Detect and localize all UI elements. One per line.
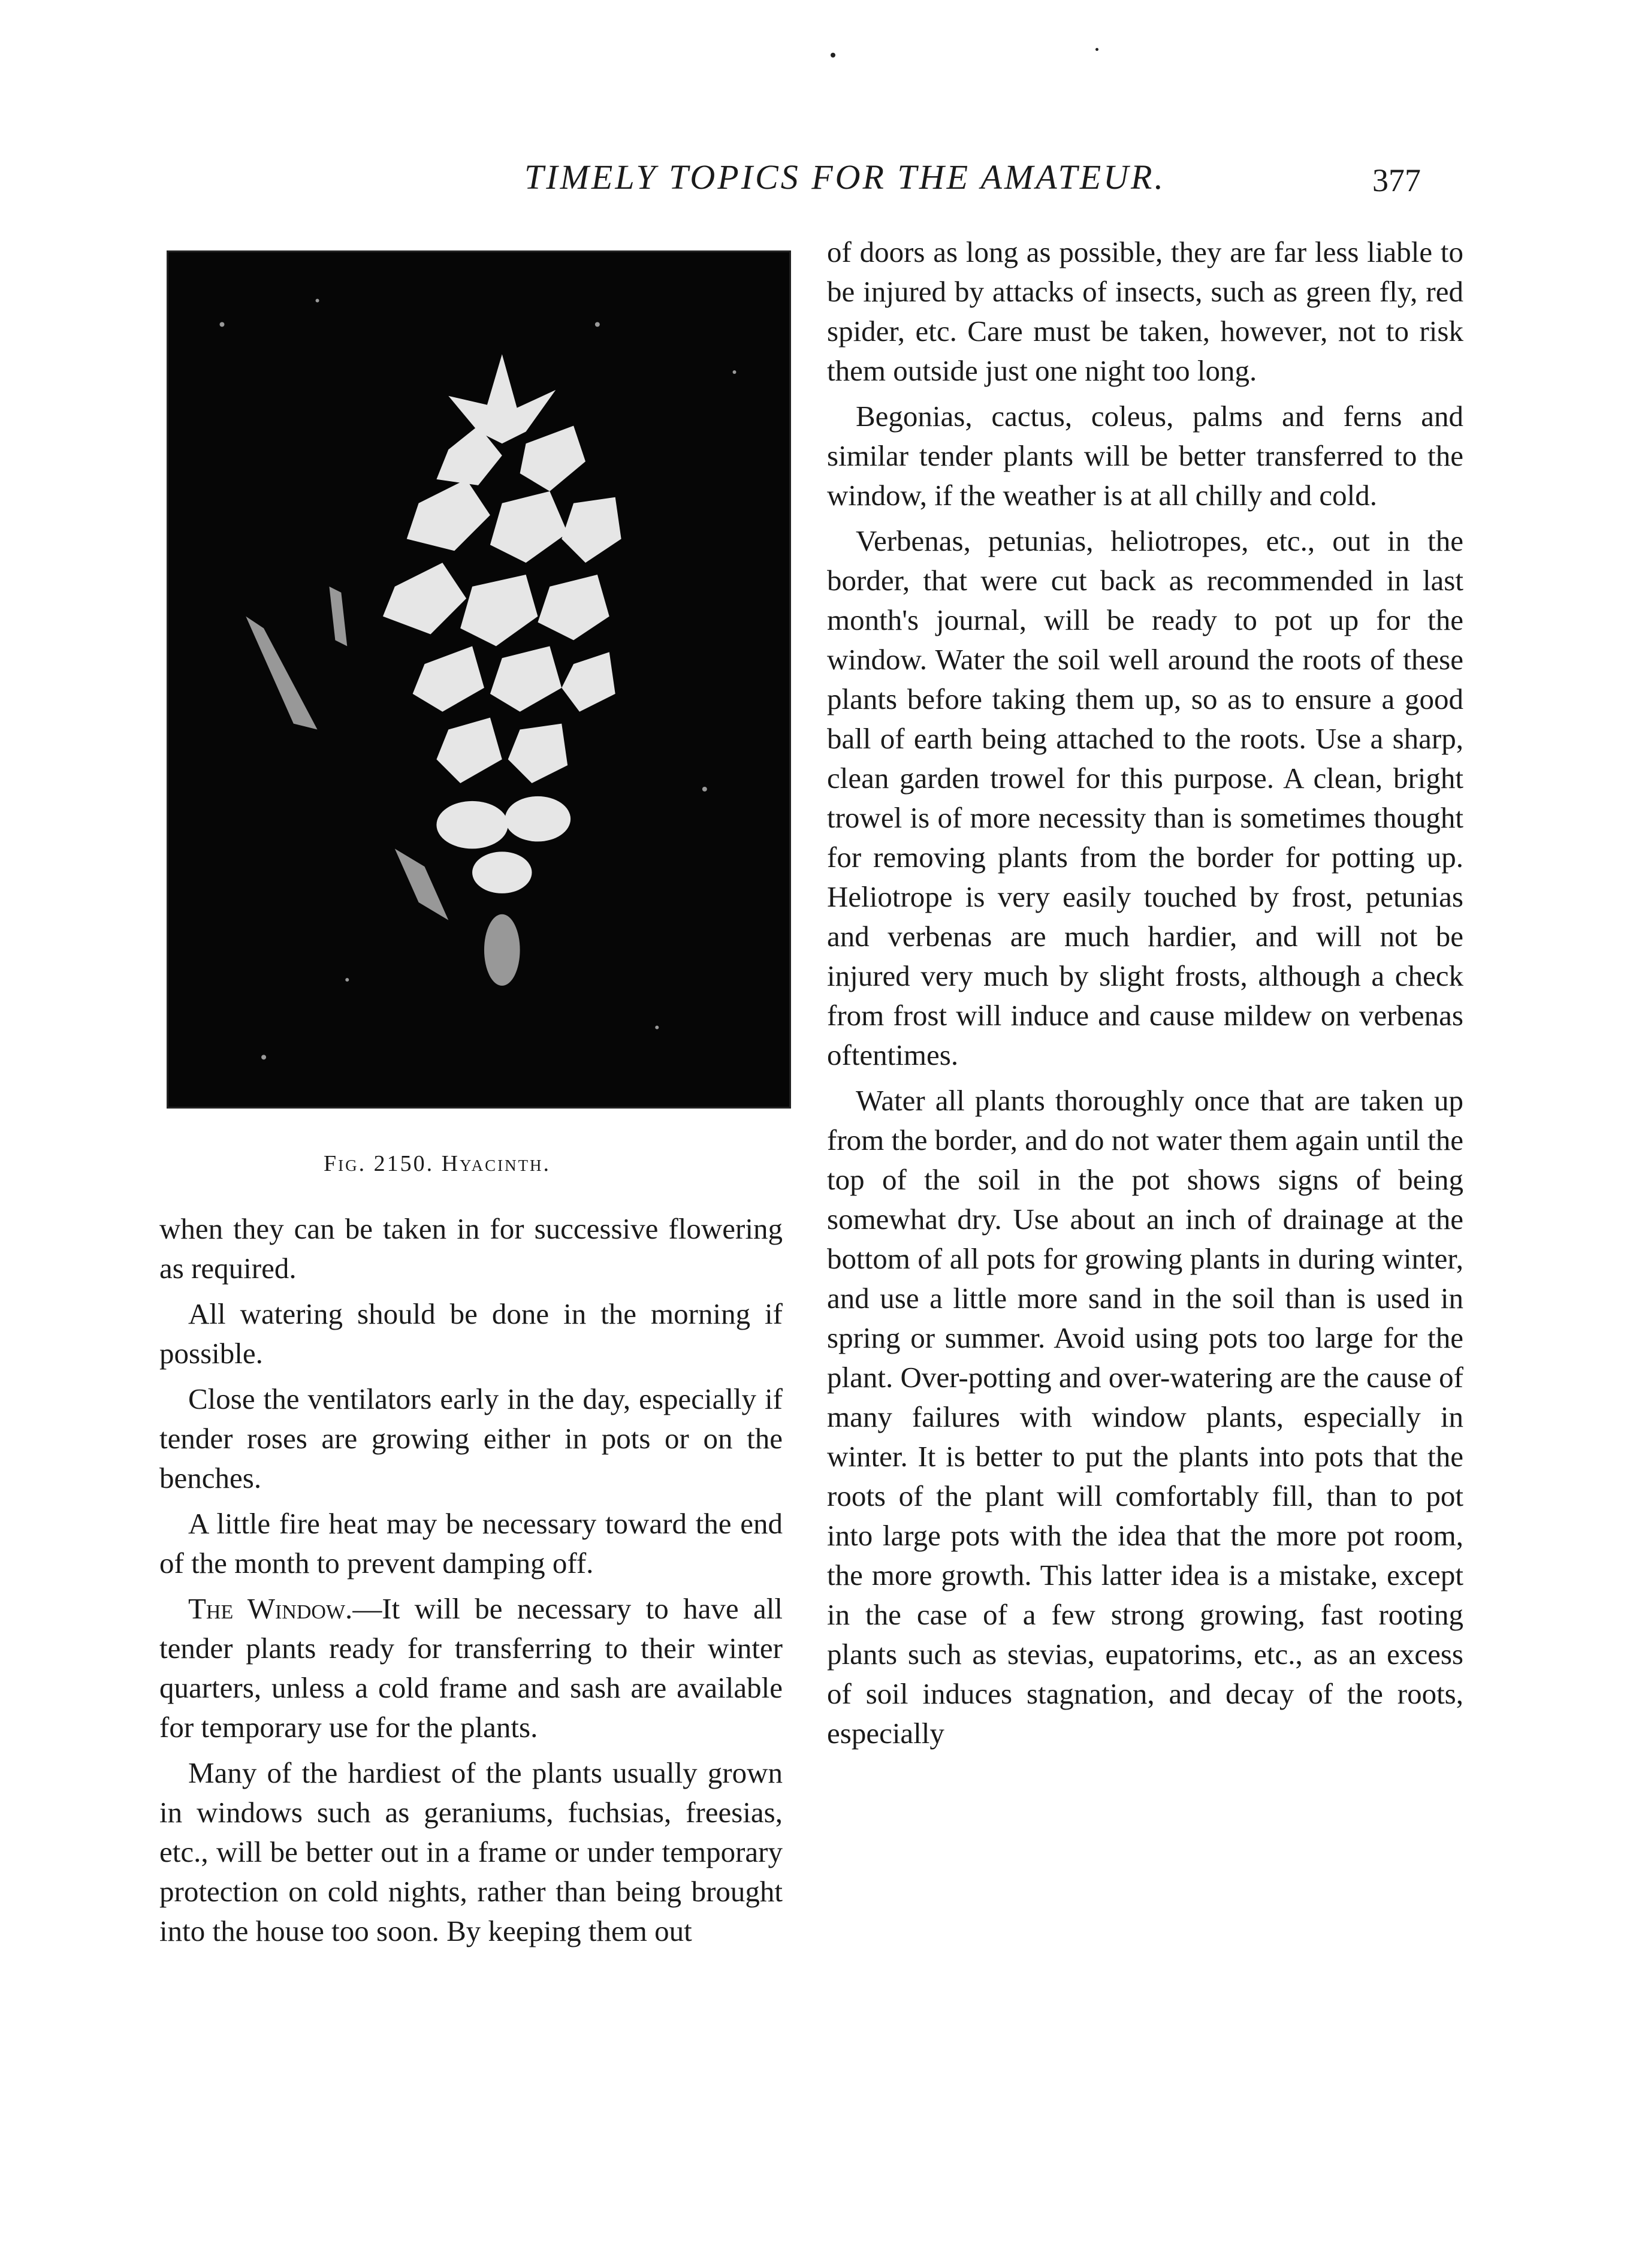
- paragraph-window: [159, 1589, 783, 1747]
- paragraph: Close the ventilators early in the day, especially if tender roses are growing either in pots or on the benches.: [159, 1382, 783, 1494]
- left-column: [159, 1209, 783, 1951]
- scan-speck: [831, 53, 835, 58]
- paragraph: Verbenas, petunias, heliotropes, etc., out in the border, that were cut back as recommended in last month's journal, will be ready to pot up for the window. Water the soil well around the roots of these plants before taking them up, so as to ensure a good ball of earth being attached to the roots. Use a sharp, clean garden trowel for this purpose. A clean, bright trowel is of more necessity than is sometimes thought for removing plants from the border for potting up. Heliotrope is very easily touched by frost, petunias and verbenas are much hardier, and will not be injured very much by slight frosts, although a check from frost will induce and cause mildew on verbenas oftentimes.: [827, 524, 1463, 1071]
- paragraph: of doors as long as possible, they are far less liable to be injured by attacks of insects, such as green fly, red spider, etc. Care must be taken, however, not to risk them outside just one night too long.: [827, 235, 1463, 387]
- section-heading: The Window.: [188, 1592, 353, 1625]
- paragraph: Many of the hardiest of the plants usually grown in windows such as geraniums, fuchsias, freesias, etc., will be better out in a frame or under temporary protection on cold nights, rather than being brought into the house too soon. By keeping them out: [159, 1756, 783, 1947]
- page-number: 377: [1372, 162, 1421, 198]
- scan-speck: [1095, 48, 1098, 51]
- paragraph: All watering should be done in the morning if possible.: [159, 1297, 783, 1370]
- paragraph: when they can be taken in for successive flowering as required.: [159, 1212, 783, 1285]
- figure-caption: Fig. 2150. Hyacinth.: [324, 1151, 551, 1176]
- paragraph: Begonias, cactus, coleus, palms and ferns and similar tender plants will be better transferred to the window, if the weather is at all chilly and cold.: [827, 400, 1463, 512]
- hyacinth-figure: [167, 250, 791, 1109]
- paragraph-text: —It will be necessary to have all tender plants ready for transferring to their winter quarters, unless a cold frame and sash are available for temporary use for the plants.: [159, 1592, 783, 1744]
- paragraph: Water all plants thoroughly once that are taken up from the border, and do not water them again until the top of the soil in the pot shows signs of being somewhat dry. Use about an inch of drainage at the bottom of all pots for growing plants in during winter, and use a little more sand in the soil than is used in spring or summer. Avoid using pots too large for the plant. Over-potting and over-watering are the cause of many failures with window plants, especially in winter. It is better to put the plants into pots that the roots of the plant will comfortably fill, than to pot into large pots with the idea that the more pot room, the more growth. This latter idea is a mistake, except in the case of a few strong growing, fast rooting plants such as stevias, eupatorims, etc., as an excess of soil induces stagnation, and decay of the roots, especially: [827, 1084, 1463, 1750]
- right-column: [827, 232, 1463, 1753]
- running-head: TIMELY TOPICS FOR THE AMATEUR.: [524, 158, 1166, 197]
- hyacinth-illustration: [168, 252, 789, 1107]
- paragraph: A little fire heat may be necessary toward the end of the month to prevent damping off.: [159, 1507, 783, 1580]
